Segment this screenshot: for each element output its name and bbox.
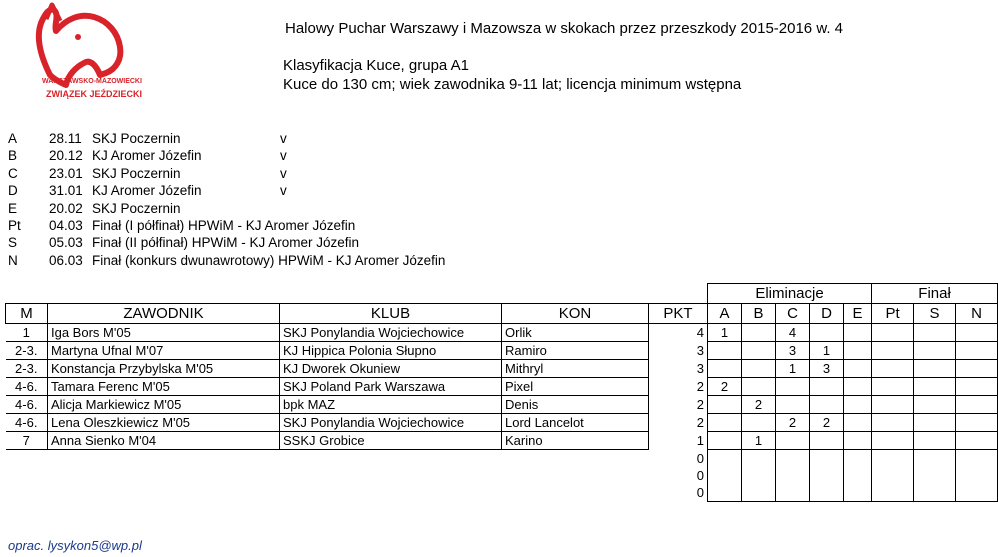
col-header-pkt: PKT <box>649 304 708 324</box>
cell-n <box>956 484 998 502</box>
col-header-a: A <box>708 304 742 324</box>
cell-pkt: 0 <box>696 468 704 483</box>
schedule-place: SKJ Poczernin <box>92 165 181 181</box>
cell-e <box>844 378 872 396</box>
cell-d <box>810 432 844 450</box>
schedule-mark: v <box>280 183 287 199</box>
table-row <box>6 414 998 432</box>
cell-e <box>844 360 872 378</box>
cell-club <box>280 467 502 484</box>
cell-horse <box>502 484 649 502</box>
cell-d <box>810 396 844 414</box>
cell-n <box>956 450 998 468</box>
cell-pt <box>872 396 914 414</box>
cell-c <box>776 432 810 450</box>
cell-m: 7 <box>6 432 48 450</box>
cell-s <box>914 342 956 360</box>
cell-club: bpk MAZ <box>280 396 502 414</box>
schedule-mark: v <box>280 131 287 146</box>
schedule-row <box>8 147 445 164</box>
cell-s <box>914 467 956 484</box>
cell-n <box>956 342 998 360</box>
table-row <box>6 432 998 450</box>
cell-horse: Denis <box>502 396 649 414</box>
cell-m <box>6 467 48 484</box>
cell-c: 3 <box>776 342 810 360</box>
cell-c: 4 <box>776 324 810 342</box>
cell-rider <box>48 450 280 468</box>
cell-m: 2-3. <box>6 360 48 378</box>
schedule-row <box>8 182 445 199</box>
cell-a: 2 <box>708 378 742 396</box>
cell-d <box>810 324 844 342</box>
schedule-place: Finał (II półfinał) HPWiM - KJ Aromer Józefin <box>92 235 360 251</box>
cell-horse: Pixel <box>502 378 649 396</box>
table-row <box>6 450 998 468</box>
schedule-code: S <box>8 235 18 251</box>
schedule-row <box>8 130 445 147</box>
cell-e <box>844 467 872 484</box>
cell-c <box>776 396 810 414</box>
cell-pt <box>872 324 914 342</box>
cell-pkt: 0 <box>696 450 704 466</box>
cell-n <box>956 414 998 432</box>
col-header-horse: KON <box>502 304 649 324</box>
cell-a <box>708 414 742 432</box>
schedule-code: E <box>8 200 18 216</box>
table-row <box>6 342 998 360</box>
cell-e <box>844 432 872 450</box>
cell-rider: Lena Oleszkiewicz M'05 <box>48 414 280 432</box>
classification-title: Klasyfikacja Kuce, grupa A1 <box>283 57 469 74</box>
cell-d <box>810 467 844 484</box>
cell-pkt: 2 <box>696 397 704 412</box>
schedule-date: 20.02 <box>49 200 83 216</box>
cell-club: KJ Hippica Polonia Słupno <box>280 342 502 360</box>
cell-c <box>776 378 810 396</box>
cell-b <box>742 324 776 342</box>
cell-pt <box>872 342 914 360</box>
cell-s <box>914 414 956 432</box>
cell-n <box>956 324 998 342</box>
cell-d <box>810 450 844 468</box>
cell-c <box>776 467 810 484</box>
col-header-n: N <box>956 304 998 324</box>
cell-n <box>956 360 998 378</box>
cell-horse: Karino <box>502 432 649 450</box>
schedule-place: SKJ Poczernin <box>92 200 181 216</box>
cell-b: 1 <box>742 432 776 450</box>
cell-pt <box>872 432 914 450</box>
cell-club: SKJ Ponylandia Wojciechowice <box>280 324 502 342</box>
cell-m: 2-3. <box>6 342 48 360</box>
schedule-list <box>8 130 445 269</box>
cell-a <box>708 342 742 360</box>
cell-club <box>280 450 502 468</box>
cell-pkt: 0 <box>696 485 704 501</box>
table-row <box>6 378 998 396</box>
cell-n <box>956 467 998 484</box>
schedule-date: 06.03 <box>49 252 83 268</box>
cell-d: 2 <box>810 414 844 432</box>
cell-rider: Tamara Ferenc M'05 <box>48 378 280 396</box>
schedule-place: Finał (konkurs dwunawrotowy) HPWiM - KJ Aromer Józefin <box>92 252 446 268</box>
cell-rider: Iga Bors M'05 <box>48 324 280 342</box>
col-header-b: B <box>742 304 776 324</box>
cell-club: SSKJ Grobice <box>280 432 502 450</box>
cell-pkt: 1 <box>696 433 704 448</box>
cell-d <box>810 378 844 396</box>
final-group-header: Finał <box>872 284 998 304</box>
cell-d: 1 <box>810 342 844 360</box>
cell-n <box>956 432 998 450</box>
cell-c <box>776 484 810 502</box>
cell-horse <box>502 467 649 484</box>
footer-credit: oprac. lysykon5@wp.pl <box>8 538 142 553</box>
cell-e <box>844 450 872 468</box>
col-header-d: D <box>810 304 844 324</box>
cell-club: SKJ Ponylandia Wojciechowice <box>280 414 502 432</box>
group-header-row <box>6 284 998 304</box>
cell-s <box>914 484 956 502</box>
cell-n <box>956 396 998 414</box>
cell-m <box>6 450 48 468</box>
cell-d: 3 <box>810 360 844 378</box>
table-row <box>6 360 998 378</box>
cell-e <box>844 396 872 414</box>
cell-pt <box>872 360 914 378</box>
schedule-row <box>8 252 445 269</box>
cell-e <box>844 324 872 342</box>
cell-a <box>708 450 742 468</box>
cell-pt <box>872 450 914 468</box>
schedule-row <box>8 217 445 234</box>
cell-pt <box>872 467 914 484</box>
cell-horse: Orlik <box>502 324 649 342</box>
col-header-pt: Pt <box>872 304 914 324</box>
cell-m: 4-6. <box>6 414 48 432</box>
cell-b <box>742 342 776 360</box>
schedule-date: 31.01 <box>49 183 83 199</box>
cell-s <box>914 432 956 450</box>
cell-b <box>742 484 776 502</box>
cell-horse: Lord Lancelot <box>502 414 649 432</box>
schedule-place: Finał (I półfinał) HPWiM - KJ Aromer Józefin <box>92 217 356 233</box>
cell-s <box>914 360 956 378</box>
cell-horse <box>502 450 649 468</box>
column-header-row <box>6 304 998 324</box>
cell-rider <box>48 467 280 484</box>
cell-b <box>742 467 776 484</box>
cell-c: 1 <box>776 360 810 378</box>
cell-e <box>844 414 872 432</box>
schedule-date: 28.11 <box>49 131 82 146</box>
cell-s <box>914 396 956 414</box>
schedule-code: C <box>8 165 18 181</box>
cell-c: 2 <box>776 414 810 432</box>
cell-d <box>810 484 844 502</box>
col-header-club: KLUB <box>280 304 502 324</box>
cell-horse: Ramiro <box>502 342 649 360</box>
schedule-code: B <box>8 148 18 164</box>
schedule-row <box>8 165 445 182</box>
cell-horse: Mithryl <box>502 360 649 378</box>
category-subtitle: Kuce do 130 cm; wiek zawodnika 9-11 lat; licencja minimum wstępna <box>283 76 742 93</box>
cell-rider <box>48 484 280 502</box>
cell-c <box>776 450 810 468</box>
cell-m: 4-6. <box>6 378 48 396</box>
cell-b <box>742 360 776 378</box>
cell-e <box>844 342 872 360</box>
schedule-mark: v <box>280 165 287 181</box>
cell-pkt: 2 <box>696 415 704 430</box>
schedule-code: A <box>8 131 18 146</box>
cell-b <box>742 414 776 432</box>
schedule-code: D <box>8 183 18 199</box>
cell-b <box>742 378 776 396</box>
cell-a <box>708 467 742 484</box>
cell-rider: Martyna Ufnal M'07 <box>48 342 280 360</box>
cell-club: KJ Dworek Okuniew <box>280 360 502 378</box>
cell-pkt: 4 <box>696 325 704 341</box>
cell-pt <box>872 484 914 502</box>
schedule-code: Pt <box>8 217 21 233</box>
cell-rider: Anna Sienko M'04 <box>48 432 280 450</box>
schedule-row <box>8 200 445 217</box>
cell-m <box>6 484 48 502</box>
cell-a: 1 <box>708 324 742 342</box>
cell-b: 2 <box>742 396 776 414</box>
schedule-date: 04.03 <box>49 217 83 233</box>
table-row <box>6 324 998 342</box>
results-table <box>5 283 998 502</box>
cell-rider: Konstancja Przybylska M'05 <box>48 360 280 378</box>
cell-pkt: 3 <box>696 343 704 358</box>
federation-logo <box>10 5 180 108</box>
cell-pt <box>872 414 914 432</box>
schedule-place: KJ Aromer Józefin <box>92 148 202 164</box>
cell-rider: Alicja Markiewicz M'05 <box>48 396 280 414</box>
cell-club <box>280 484 502 502</box>
table-row <box>6 467 998 484</box>
schedule-date: 20.12 <box>49 148 83 164</box>
schedule-date: 05.03 <box>49 235 83 251</box>
cell-a <box>708 360 742 378</box>
logo-line-1: WARSZAWSKO-MAZOWIECKI <box>42 78 142 85</box>
schedule-date: 23.01 <box>49 165 83 181</box>
page-title: Halowy Puchar Warszawy i Mazowsza w skokach przez przeszkody 2015-2016 w. 4 <box>285 20 844 37</box>
schedule-place: SKJ Poczernin <box>92 131 181 146</box>
table-row <box>6 484 998 502</box>
logo-line-2: ZWIĄZEK JEŹDZIECKI <box>46 89 142 99</box>
schedule-place: KJ Aromer Józefin <box>92 183 202 199</box>
cell-a <box>708 484 742 502</box>
cell-a <box>708 396 742 414</box>
cell-s <box>914 378 956 396</box>
cell-e <box>844 484 872 502</box>
cell-pt <box>872 378 914 396</box>
schedule-mark: v <box>280 148 287 164</box>
cell-m: 4-6. <box>6 396 48 414</box>
schedule-code: N <box>8 252 18 268</box>
schedule-row <box>8 234 445 251</box>
col-header-s: S <box>914 304 956 324</box>
cell-club: SKJ Poland Park Warszawa <box>280 378 502 396</box>
cell-s <box>914 450 956 468</box>
col-header-m: M <box>6 304 48 324</box>
eliminacje-group-header: Eliminacje <box>708 284 872 304</box>
cell-m: 1 <box>6 324 48 342</box>
cell-pkt: 3 <box>696 361 704 376</box>
col-header-c: C <box>776 304 810 324</box>
cell-n <box>956 378 998 396</box>
results-body <box>6 324 998 502</box>
col-header-e: E <box>844 304 872 324</box>
cell-b <box>742 450 776 468</box>
cell-pkt: 2 <box>696 379 704 394</box>
cell-a <box>708 432 742 450</box>
cell-s <box>914 324 956 342</box>
col-header-rider: ZAWODNIK <box>48 304 280 324</box>
table-row <box>6 396 998 414</box>
